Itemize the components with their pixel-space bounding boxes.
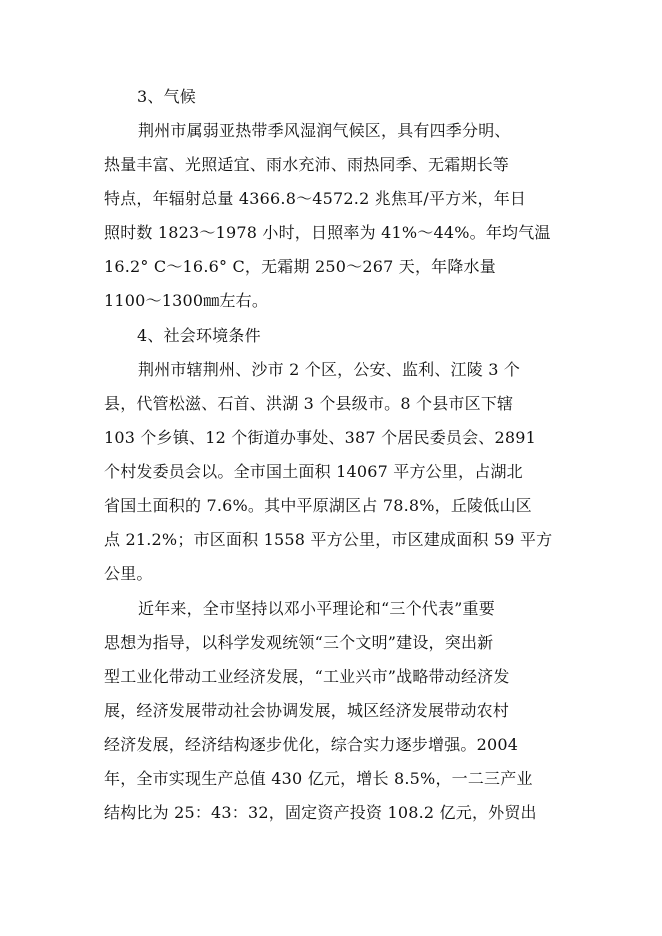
climate-line-1: 荆州市属弱亚热带季风湿润气候区，具有四季分明、 xyxy=(138,121,511,140)
social-p1-line-3: 103 个乡镇、12 个街道办事处、387 个居民委员会、2891 xyxy=(104,428,537,447)
social-p2-line-4: 展，经济发展带动社会协调发展，城区经济发展带动农村 xyxy=(104,701,510,720)
social-p1-line-2: 县，代管松滋、石首、洪湖 3 个县级市。8 个县市区下辖 xyxy=(104,394,514,413)
social-p1-line-6: 点 21.2%；市区面积 1558 平方公里，市区建成面积 59 平方 xyxy=(104,530,553,549)
section-3-heading: 3、气候 xyxy=(137,87,196,106)
social-p1-line-4: 个村发委员会以。全市国土面积 14067 平方公里，占湖北 xyxy=(104,462,523,481)
social-p1-line-7: 公里。 xyxy=(104,564,153,583)
climate-line-2: 热量丰富、光照适宜、雨水充沛、雨热同季、无霜期长等 xyxy=(104,155,510,174)
social-p1-line-5: 省国土面积的 7.6%。其中平原湖区占 78.8%，丘陵低山区 xyxy=(104,496,532,515)
social-p2-line-6: 年，全市实现生产总值 430 亿元，增长 8.5%，一二三产业 xyxy=(104,769,533,788)
climate-line-6: 1100～1300㎜左右。 xyxy=(104,291,269,310)
climate-line-4: 照时数 1823～1978 小时，日照率为 41%～44%。年均气温 xyxy=(104,223,551,242)
social-p2-line-5: 经济发展，经济结构逐步优化，综合实力逐步增强。2004 xyxy=(104,735,519,754)
social-p2-line-7: 结构比为 25：43：32，固定资产投资 108.2 亿元，外贸出 xyxy=(104,803,537,822)
social-p2-line-2: 思想为指导，以科学发观统领“三个文明”建设，突出新 xyxy=(104,633,494,652)
social-p1-line-1: 荆州市辖荆州、沙市 2 个区，公安、监利、江陵 3 个 xyxy=(138,360,521,379)
social-p2-line-3: 型工业化带动工业经济发展，“工业兴市”战略带动经济发 xyxy=(104,667,510,686)
climate-line-3: 特点，年辐射总量 4366.8～4572.2 兆焦耳/平方米，年日 xyxy=(104,189,527,208)
climate-line-5: 16.2° C～16.6° C，无霜期 250～267 天，年降水量 xyxy=(104,257,496,276)
section-4-heading: 4、社会环境条件 xyxy=(137,326,261,345)
social-p2-line-1: 近年来，全市坚持以邓小平理论和“三个代表”重要 xyxy=(138,599,495,618)
